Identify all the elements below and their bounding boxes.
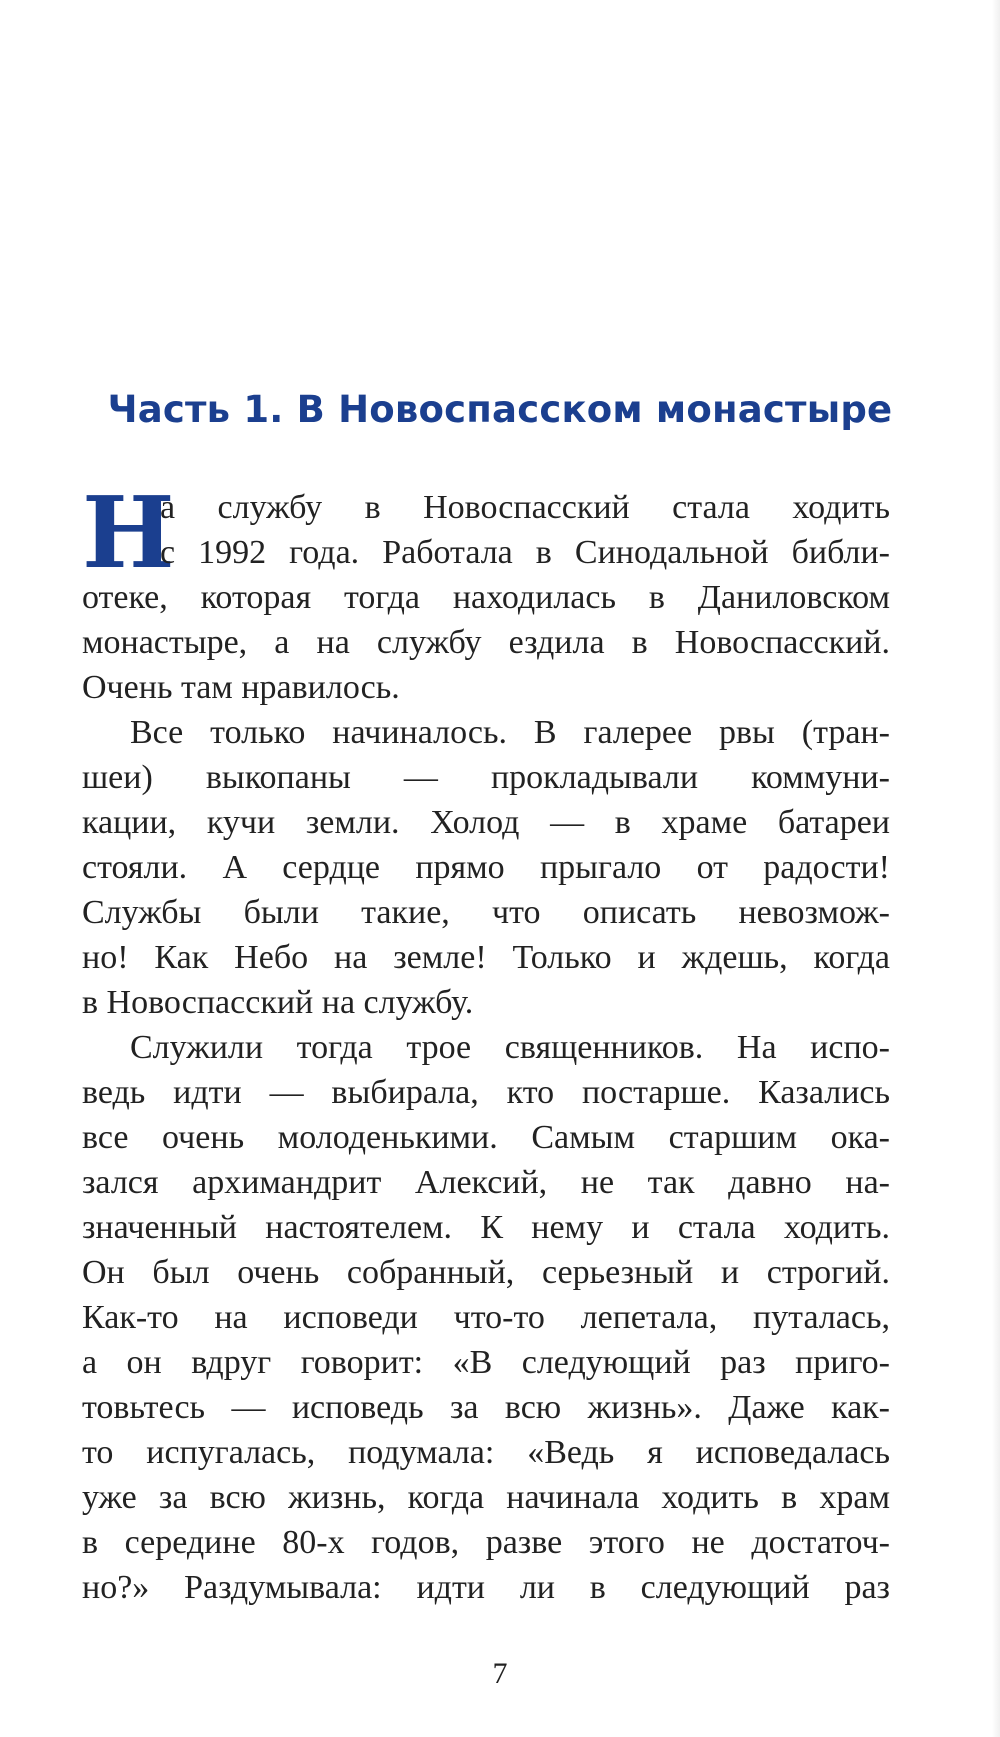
- text-line: а он вдруг говорит: «В следующий раз приго-: [82, 1344, 890, 1381]
- text-line: стояли. А сердце прямо прыгало от радости!: [82, 849, 890, 886]
- text-line: с 1992 года. Работала в Синодальной библи-: [160, 534, 890, 571]
- page-number: 7: [492, 1657, 508, 1690]
- text-line: зался архимандрит Алексий, не так давно на-: [82, 1164, 890, 1201]
- text-line: монастыре, а на службу ездила в Новоспасский.: [82, 624, 890, 661]
- paragraph-1: [82, 476, 890, 710]
- text-line: значенный настоятелем. К нему и стала ходить.: [82, 1209, 890, 1246]
- body-text: [82, 476, 890, 1610]
- text-line: Очень там нравилось.: [82, 669, 400, 706]
- text-line: но?» Раздумывала: идти ли в следующий раз: [82, 1569, 890, 1606]
- text-line: все очень молоденькими. Самым старшим ока-: [82, 1119, 890, 1156]
- text-line: шеи) выкопаны — прокладывали коммуни-: [82, 759, 890, 796]
- text-line: кации, кучи земли. Холод — в храме батареи: [82, 804, 890, 841]
- text-line: Как-то на исповеди что-то лепетала, путалась,: [82, 1299, 890, 1336]
- text-line: а службу в Новоспасский стала ходить: [160, 489, 890, 526]
- text-line: в середине 80-х годов, разве этого не достаточ-: [82, 1524, 890, 1561]
- text-line: то испугалась, подумала: «Ведь я исповедалась: [82, 1434, 890, 1471]
- text-line: но! Как Небо на земле! Только и ждешь, когда: [82, 939, 890, 976]
- drop-cap: Н: [82, 476, 175, 591]
- text-line: отеке, которая тогда находилась в Даниловском: [82, 579, 890, 616]
- text-line: ведь идти — выбирала, кто постарше. Казались: [82, 1074, 890, 1111]
- text-line: Все только начиналось. В галерее рвы (тран-: [130, 714, 890, 751]
- text-line: товьтесь — исповедь за всю жизнь». Даже как-: [82, 1389, 890, 1426]
- paragraph-2: [82, 710, 890, 1025]
- paragraph-3: [82, 1025, 890, 1610]
- text-line: Службы были такие, что описать невозмож-: [82, 894, 890, 931]
- chapter-title: Часть 1. В Новоспасском монастыре: [107, 388, 893, 431]
- text-line: Служили тогда трое священников. На испо-: [130, 1029, 890, 1066]
- text-line: Он был очень собранный, серьезный и строгий.: [82, 1254, 890, 1291]
- text-line: в Новоспасский на службу.: [82, 984, 474, 1021]
- text-line: уже за всю жизнь, когда начинала ходить в храм: [82, 1479, 890, 1516]
- page-edge-shadow: [992, 0, 1000, 1737]
